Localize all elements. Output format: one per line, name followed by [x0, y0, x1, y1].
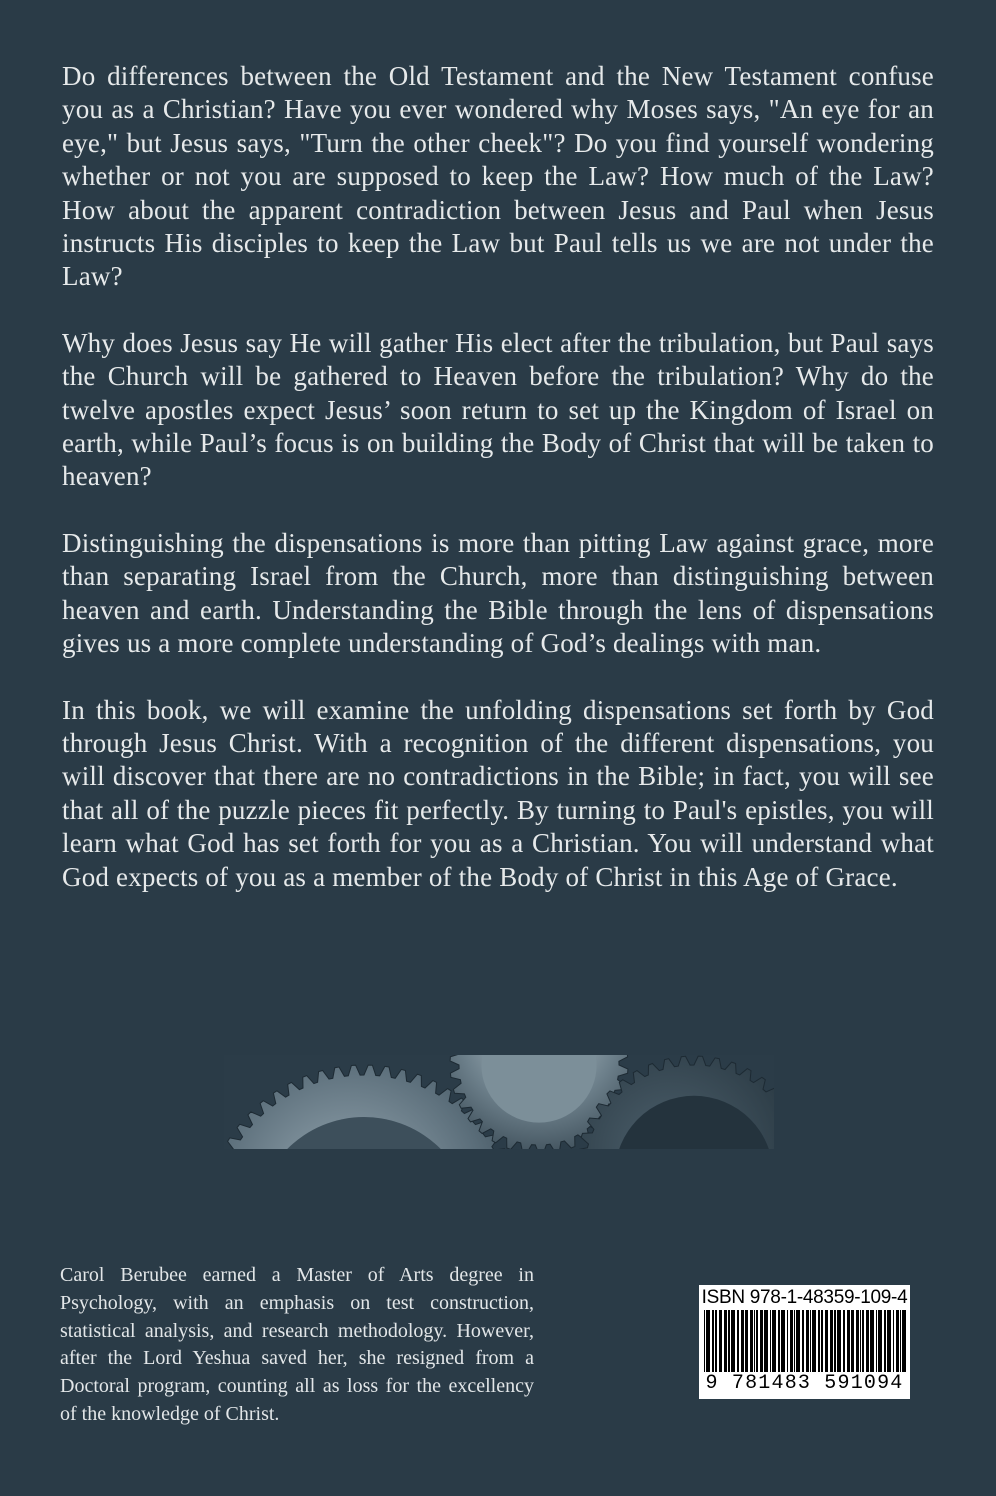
gears-icon: [224, 1055, 774, 1149]
isbn-label: ISBN 978-1-48359-109-4: [701, 1287, 908, 1308]
back-cover-blurb: [62, 60, 934, 927]
author-bio: Carol Berubee earned a Master of Arts degree in Psychology, with an emphasis on test construction, statistical analysis, and research methodology. However, after the Lord Yeshua saved her, she resigned from a Doctoral program, counting all as loss for the excellency of the knowledge of Christ.: [60, 1264, 534, 1425]
blurb-paragraph-3: Distinguishing the dispensations is more than pitting Law against grace, more than separating Israel from the Church, more than distinguishing between heaven and earth. Understanding the Bible through the lens of dispensations gives us a more complete understanding of God’s dealings with man.: [62, 527, 934, 659]
blurb-paragraph-2: Why does Jesus say He will gather His elect after the tribulation, but Paul says the Church will be gathered to Heaven before the tribulation? Why do the twelve apostles expect Jesus’ soon return to set up the Kingdom of Israel on earth, while Paul’s focus is on building the Body of Christ that will be taken to heaven?: [62, 327, 934, 492]
gears-image: [224, 1055, 774, 1149]
blurb-paragraph-1: Do differences between the Old Testament and the New Testament confuse you as a Christian? Have you ever wondered why Moses says, "An eye for an eye," but Jesus says, "Turn the other cheek"? Do you find yourself wondering whether or not you are supposed to keep the Law? How much of the Law? How about the apparent contradiction between Jesus and Paul when Jesus instructs His disciples to keep the Law but Paul tells us we are not under the Law?: [62, 61, 934, 292]
barcode-bars: [702, 1310, 907, 1372]
isbn-barcode: [699, 1285, 910, 1399]
blurb-paragraph-4: In this book, we will examine the unfolding dispensations set forth by God through Jesus Christ. With a recognition of the different dispensations, you will discover that there are no contradictions in the Bible; in fact, you will see that all of the puzzle pieces fit perfectly. By turning to Paul's epistles, you will learn what God has set forth for you as a Christian. You will understand what God expects of you as a member of the Body of Christ in this Age of Grace.: [62, 694, 934, 892]
isbn-digits: 9 781483 591094: [705, 1372, 904, 1395]
